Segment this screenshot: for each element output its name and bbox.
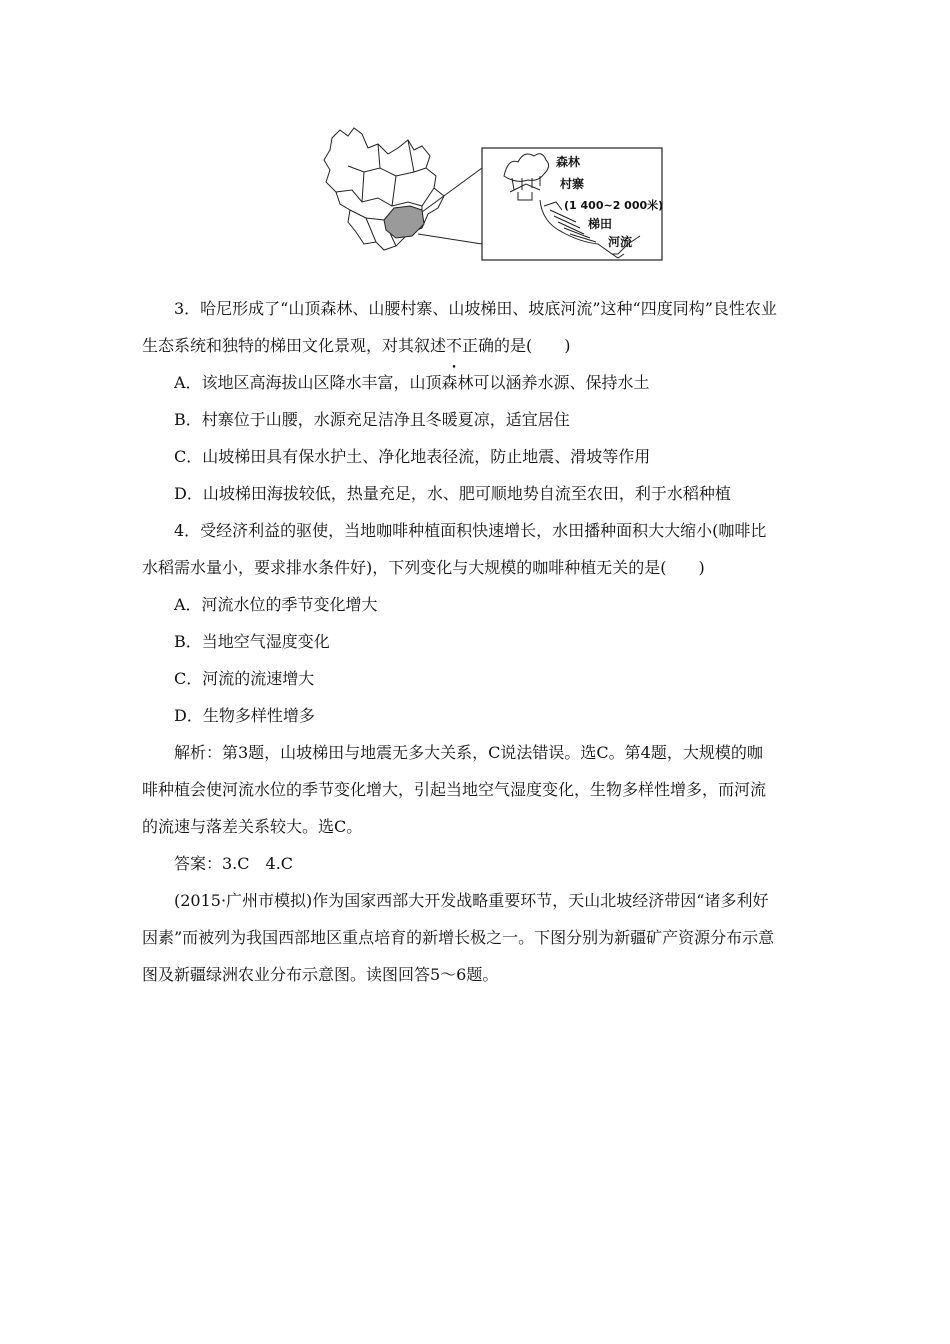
- yunnan-map: [324, 128, 444, 250]
- q3-option-c: C．山坡梯田具有保水护土、净化地表径流，防止地震、滑坡等作用: [174, 447, 651, 466]
- analysis-line3: 的流速与落差关系较大。选C。: [142, 817, 363, 836]
- q3-stem-line2-post: 正确的是( ): [462, 336, 571, 355]
- altitude-label: (1 400~2 000米): [564, 199, 664, 212]
- analysis-line2: 啡种植会使河流水位的季节变化增大，引起当地空气湿度变化，生物多样性增多，而河流: [142, 780, 767, 799]
- answer: 答案：3.C 4.C: [174, 854, 294, 873]
- terrace-label: 梯田: [588, 217, 613, 231]
- village-label: 村寨: [560, 177, 585, 191]
- q4-stem-line2: 水稻需水量小，要求排水条件好)，下列变化与大规模的咖啡种植无关的是( ): [142, 558, 705, 577]
- forest-label: 森林: [556, 155, 581, 169]
- q3-option-a: A．该地区高海拔山区降水丰富，山顶森林可以涵养水源、保持水土: [174, 373, 650, 392]
- q4-option-d: D．生物多样性增多: [174, 706, 315, 725]
- hani-terrace-figure: [318, 126, 666, 266]
- q3-option-d: D．山坡梯田海拔较低，热量充足，水、肥可顺地势自流至农田，利于水稻种植: [174, 484, 731, 503]
- intro-line3: 图及新疆绿洲农业分布示意图。读图回答5～6题。: [142, 965, 499, 984]
- question-3: [142, 290, 822, 993]
- intro-line1: (2015·广州市模拟)作为国家西部大开发战略重要环节，天山北坡经济带因“诸多利好: [174, 891, 769, 910]
- callout-line-top: [422, 168, 482, 212]
- q3-stem-line2: [142, 327, 822, 364]
- q3-stem-line1: 3．哈尼形成了“山顶森林、山腰村寨、山坡梯田、坡底河流”这种“四度同构”良性农业: [174, 299, 777, 318]
- q3-stem-line2-pre: 生态系统和独特的梯田文化景观，对其叙述: [142, 336, 447, 355]
- analysis-line1: 解析：第3题，山坡梯田与地震无多大关系，C说法错误。选C。第4题，大规模的咖: [174, 743, 763, 762]
- q4-option-c: C．河流的流速增大: [174, 669, 315, 688]
- q3-option-b: B．村寨位于山腰，水源充足洁净且冬暖夏凉，适宜居住: [174, 410, 570, 429]
- q4-option-a: A．河流水位的季节变化增大: [174, 595, 378, 614]
- callout-line-bottom: [418, 234, 482, 244]
- highlighted-region: [384, 206, 424, 238]
- intro-line2: 因素”而被列为我国西部地区重点培育的新增长极之一。下图分别为新疆矿产资源分布示意: [142, 928, 775, 947]
- q4-stem-line1: 4．受经济利益的驱使，当地咖啡种植面积快速增长，水田播种面积大大缩小(咖啡比: [174, 521, 767, 540]
- q4-option-b: B．当地空气湿度变化: [174, 632, 330, 651]
- emphasis-dot-char: 不: [446, 336, 463, 355]
- river-label: 河流: [608, 235, 633, 249]
